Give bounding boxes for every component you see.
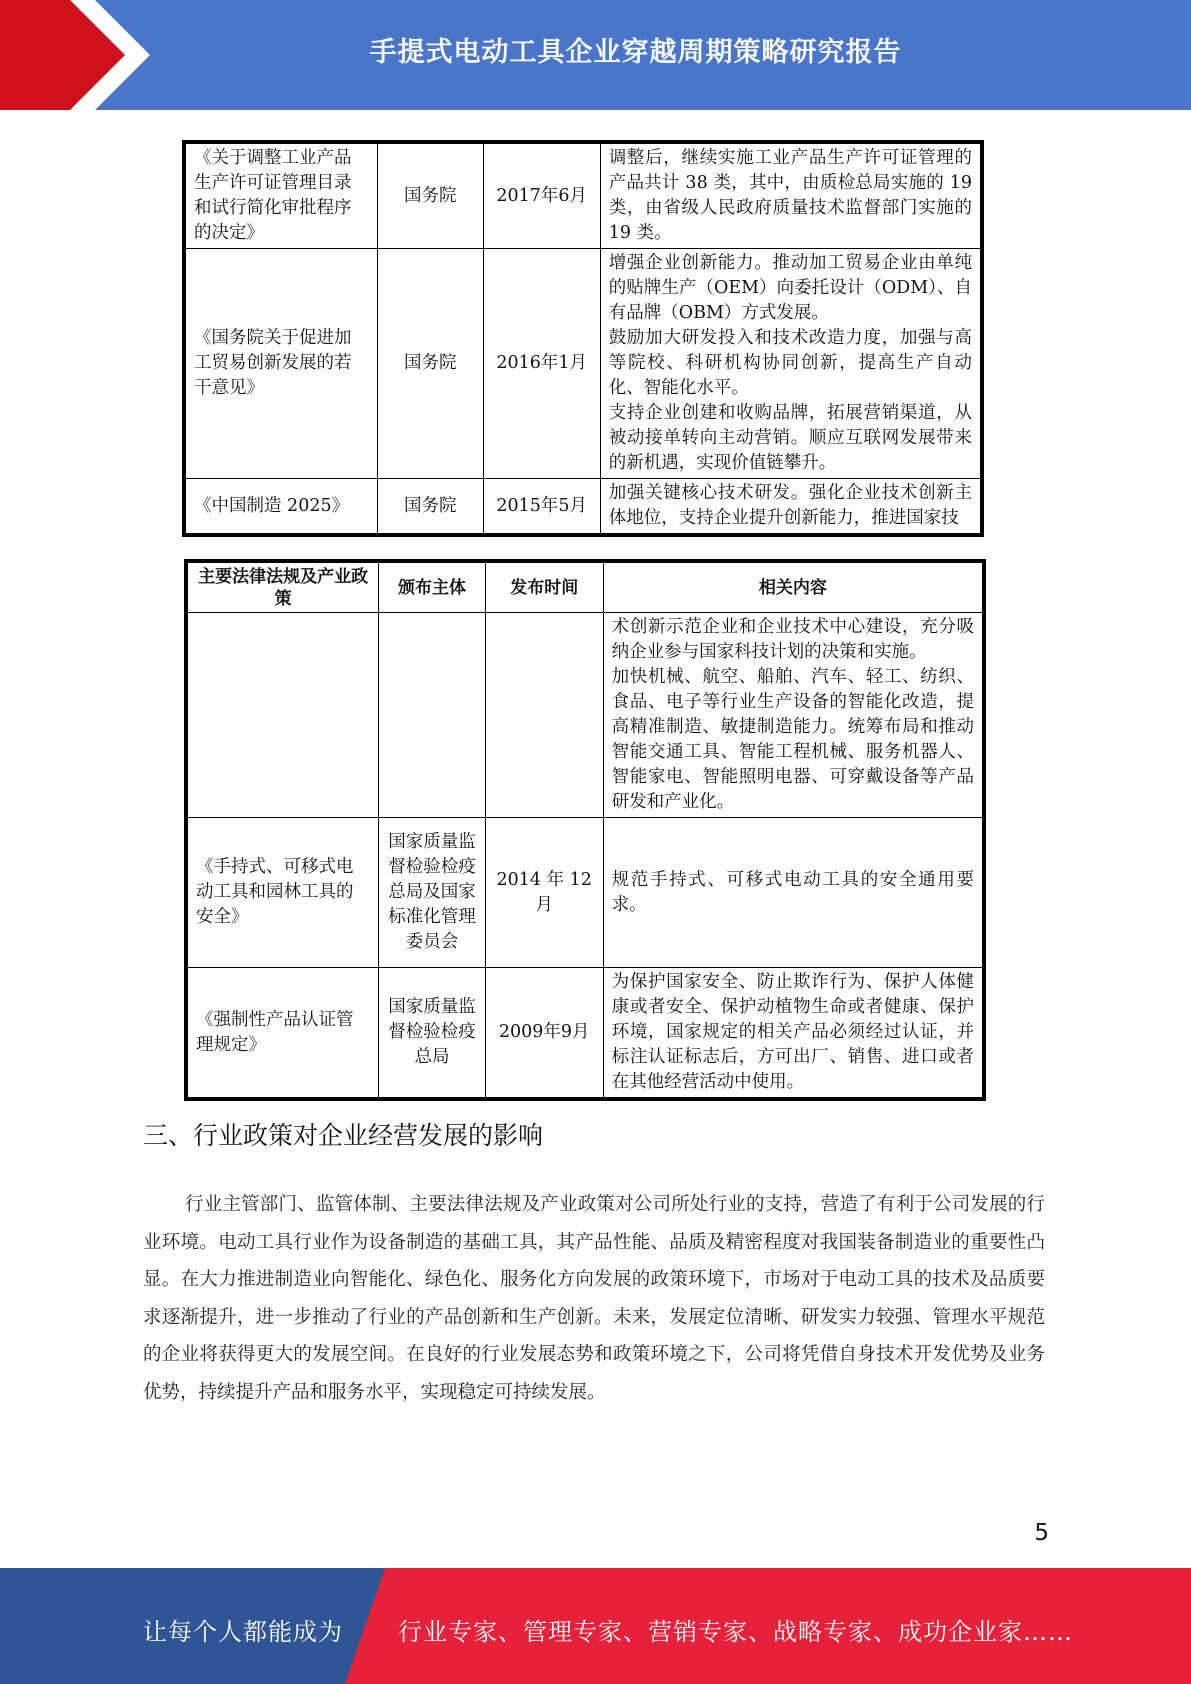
table-row xyxy=(186,144,981,249)
page-header xyxy=(0,0,1191,110)
issuer-cell: 国务院 xyxy=(377,479,483,534)
table-row xyxy=(188,818,983,968)
policy-table-continued xyxy=(185,143,981,534)
column-header-content: 相关内容 xyxy=(603,563,982,613)
content-paragraph: 为保护国家安全、防止欺诈行为、保护人体健康或者安全、保护动植物生命或者健康、保护环境，国家规定的相关产品必须经过认证，并标注认证标志后，方可出厂、销售、进口或者在其他经营活动中使用。 xyxy=(611,972,974,1092)
table-row xyxy=(188,968,983,1098)
content-cell xyxy=(600,144,980,249)
content-cell xyxy=(600,249,980,479)
policy-name-cell: 《手持式、可移式电动工具和园林工具的安全》 xyxy=(188,818,379,968)
date-cell xyxy=(485,613,603,818)
policy-name-cell: 《关于调整工业产品生产许可证管理目录和试行简化审批程序的决定》 xyxy=(186,144,378,249)
content-paragraph: 规范手持式、可移式电动工具的安全通用要求。 xyxy=(611,869,974,915)
date-cell: 2014 年 12 月 xyxy=(485,818,603,968)
content-paragraph: 增强企业创新能力。推动加工贸易企业由单纯的贴牌生产（OEM）向委托设计（ODM）、自有品牌（OBM）方式发展。 xyxy=(608,253,972,323)
document-title: 手提式电动工具企业穿越周期策略研究报告 xyxy=(369,37,902,68)
date-cell: 2009年9月 xyxy=(485,968,603,1098)
policy-table xyxy=(187,562,983,1098)
table-row xyxy=(186,479,981,534)
content-cell xyxy=(603,613,982,818)
issuer-cell: 国家质量监督检验检疫总局 xyxy=(379,968,486,1098)
issuer-cell xyxy=(379,613,486,818)
policy-name-cell xyxy=(188,613,379,818)
footer-slogan-left: 让每个人都能成为 xyxy=(143,1618,343,1646)
column-header-policy: 主要法律法规及产业政策 xyxy=(188,563,379,613)
policy-name-cell: 《中国制造 2025》 xyxy=(186,479,378,534)
footer-slogan-right: 行业专家、管理专家、营销专家、战略专家、成功企业家…… xyxy=(398,1618,1073,1646)
page-footer xyxy=(0,1568,1191,1684)
content-paragraph: 鼓励加大研发投入和技术改造力度，加强与高等院校、科研机构协同创新，提高生产自动化、智能化水平。 xyxy=(608,328,972,398)
issuer-cell: 国务院 xyxy=(377,249,483,479)
content-paragraph: 加快机械、航空、船舶、汽车、轻工、纺织、食品、电子等行业生产设备的智能化改造，提高精准制造、敏捷制造能力。统筹布局和推动智能交通工具、智能工程机械、服务机器人、智能家电、智能照明电器、可穿戴设备等产品研发和产业化。 xyxy=(611,667,974,812)
page-number: 5 xyxy=(1034,1520,1049,1546)
column-header-date: 发布时间 xyxy=(485,563,603,613)
content-paragraph: 术创新示范企业和企业技术中心建设，充分吸纳企业参与国家科技计划的决策和实施。 xyxy=(611,617,974,662)
table-row xyxy=(188,613,983,818)
section-heading: 三、行业政策对企业经营发展的影响 xyxy=(143,1121,544,1150)
column-header-issuer: 颁布主体 xyxy=(379,563,486,613)
content-paragraph: 加强关键核心技术研发。强化企业技术创新主体地位，支持企业提升创新能力，推进国家技 xyxy=(608,483,972,528)
date-cell: 2015年5月 xyxy=(483,479,600,534)
issuer-cell: 国务院 xyxy=(377,144,483,249)
issuer-cell: 国家质量监督检验检疫总局及国家标准化管理委员会 xyxy=(379,818,486,968)
table-row xyxy=(186,249,981,479)
section-paragraph: 行业主管部门、监管体制、主要法律法规及产业政策对公司所处行业的支持，营造了有利于公司发展的行业环境。电动工具行业作为设备制造的基础工具，其产品性能、品质及精密程度对我国装备制造业的重要性凸显。在大力推进制造业向智能化、绿色化、服务化方向发展的政策环境下，市场对于电动工具的技术及品质要求逐渐提升，进一步推动了行业的产品创新和生产创新。未来，发展定位清晰、研发实力较强、管理水平规范的企业将获得更大的发展空间。在良好的行业发展态势和政策环境之下，公司将凭借自身技术开发优势及业务优势，持续提升产品和服务水平，实现稳定可持续发展。 xyxy=(143,1194,1045,1403)
policy-name-cell: 《强制性产品认证管理规定》 xyxy=(188,968,379,1098)
content-cell xyxy=(603,968,982,1098)
content-cell xyxy=(603,818,982,968)
date-cell: 2016年1月 xyxy=(483,249,600,479)
table-header-row xyxy=(188,563,983,613)
policy-name-cell: 《国务院关于促进加工贸易创新发展的若干意见》 xyxy=(186,249,378,479)
content-paragraph: 调整后，继续实施工业产品生产许可证管理的产品共计 38 类，其中，由质检总局实施的 19 类，由省级人民政府质量技术监督部门实施的 19 类。 xyxy=(608,148,972,243)
content-cell xyxy=(600,479,980,534)
content-paragraph: 支持企业创建和收购品牌，拓展营销渠道，从被动接单转向主动营销。顺应互联网发展带来的新机遇，实现价值链攀升。 xyxy=(608,403,972,473)
date-cell: 2017年6月 xyxy=(483,144,600,249)
